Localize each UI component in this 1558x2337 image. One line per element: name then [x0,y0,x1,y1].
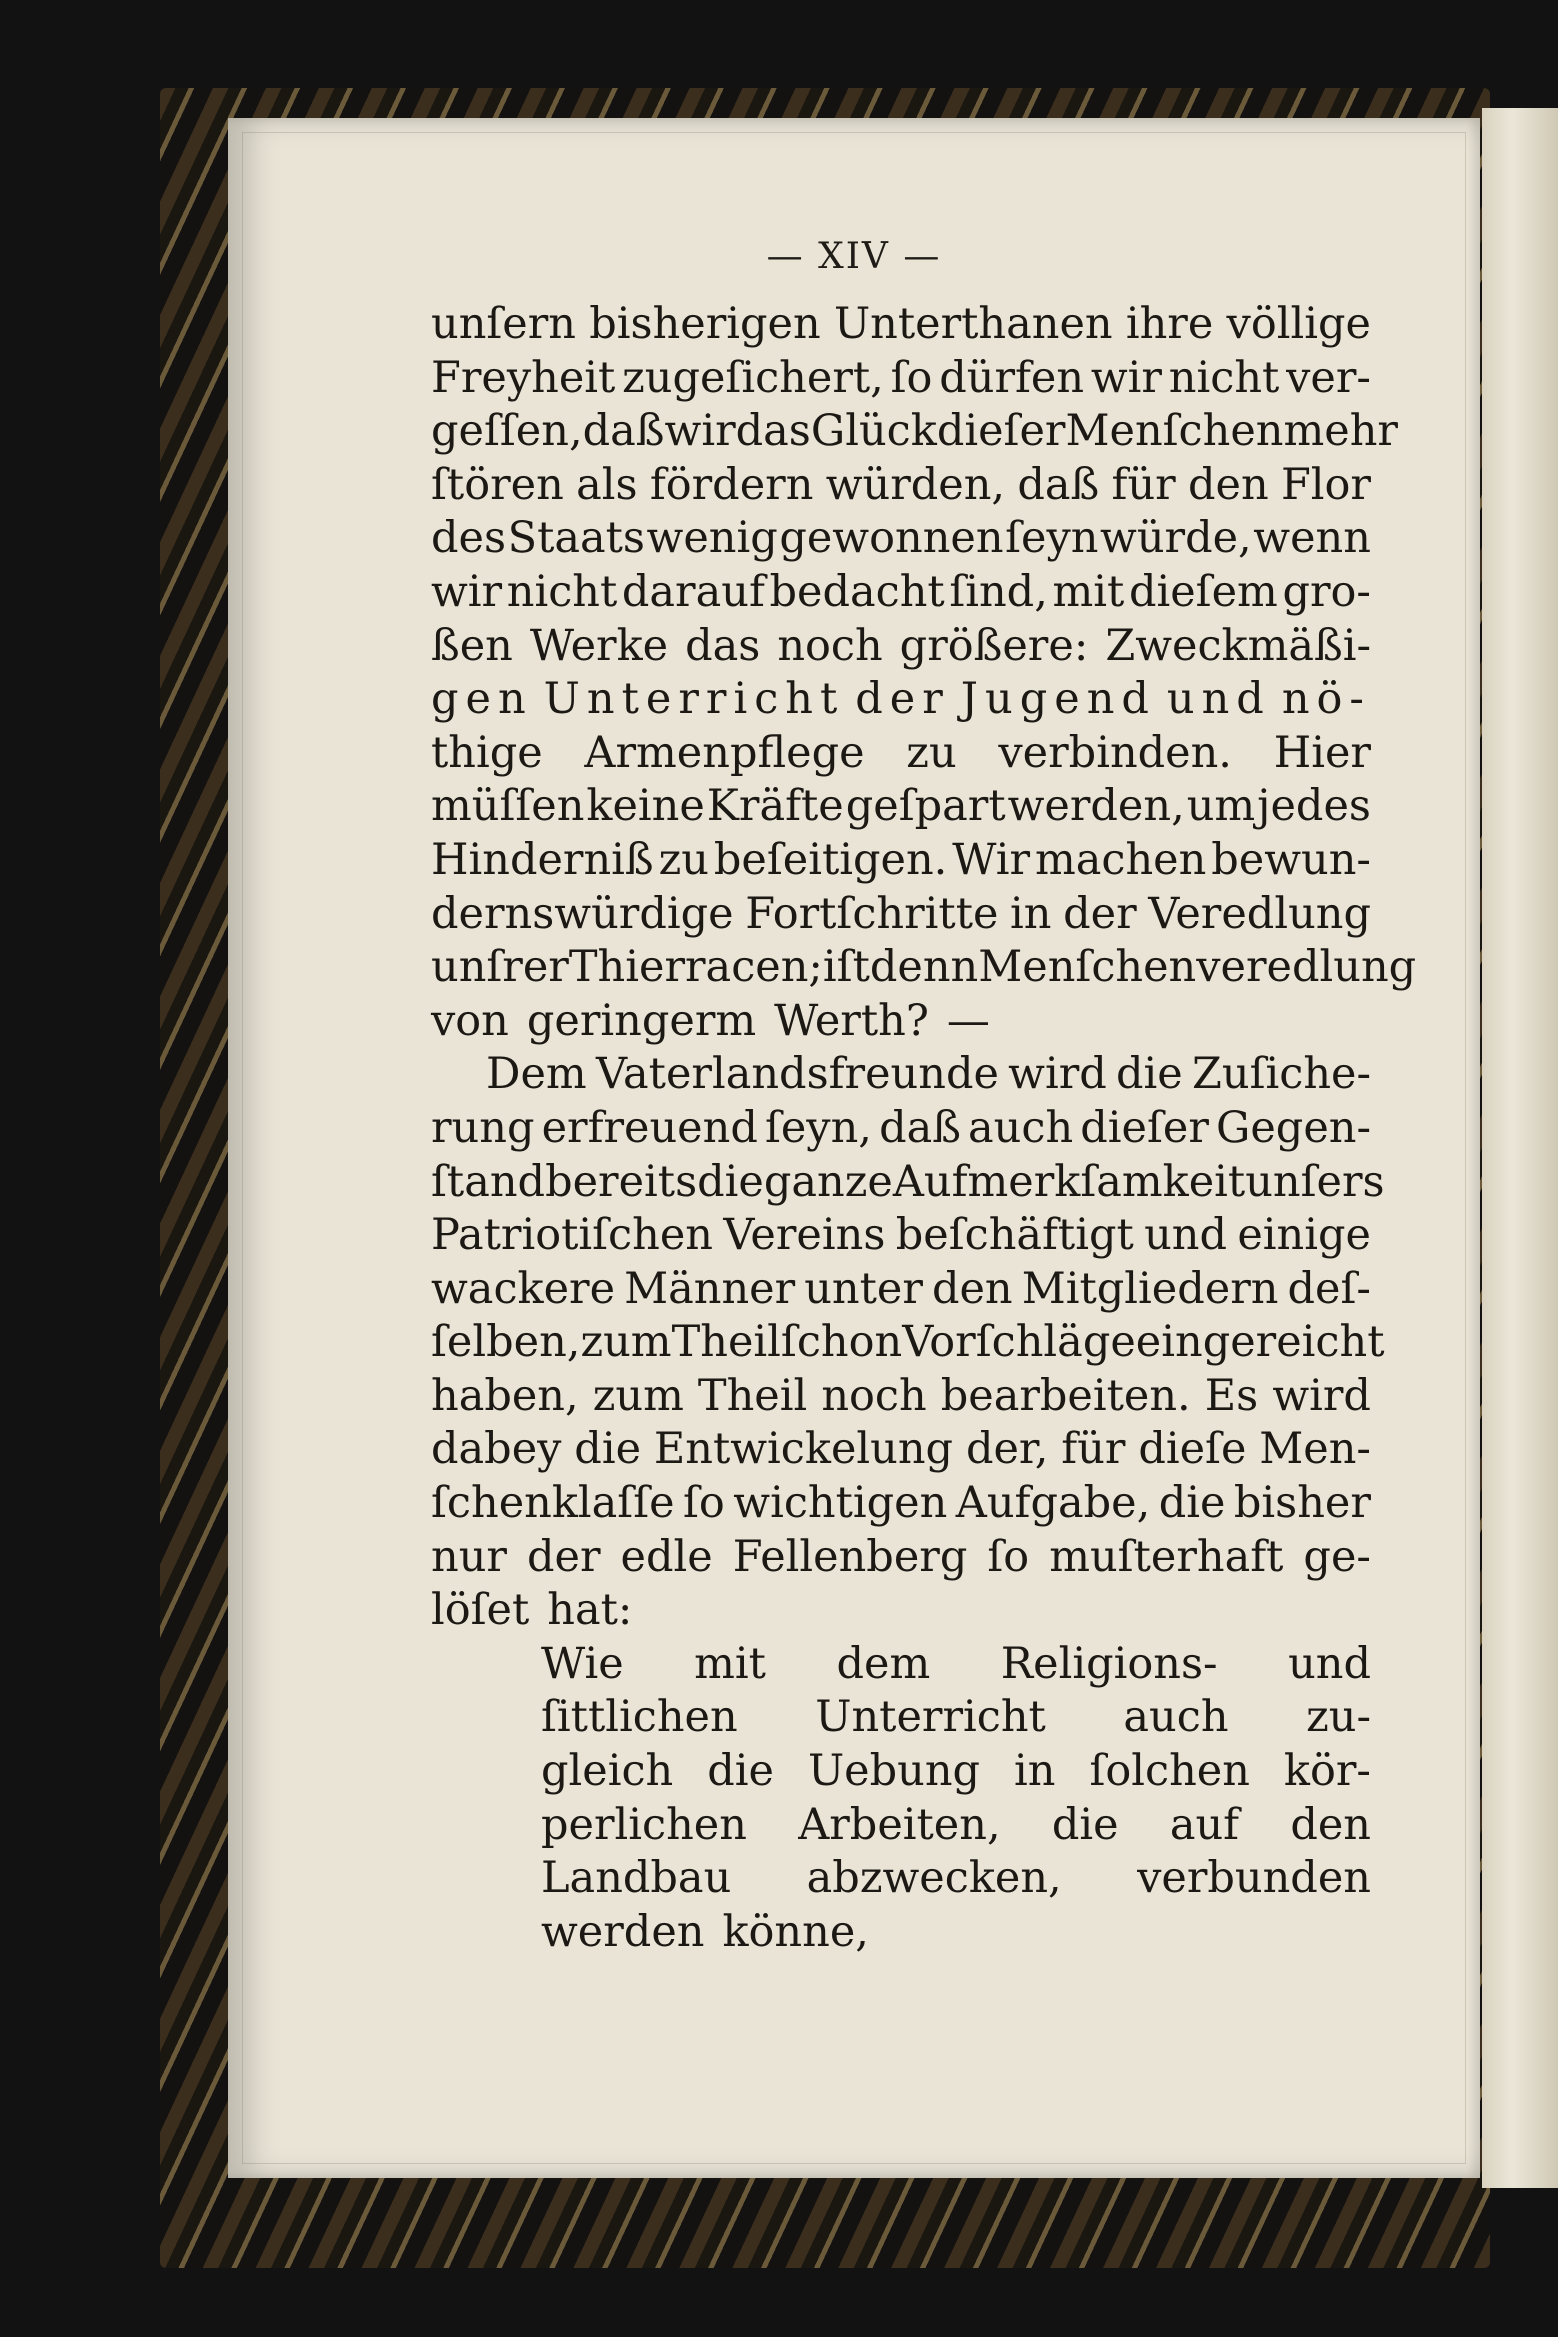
text-line: ſittlichen Unterricht auch zu- [541,1692,1371,1743]
facing-page-edge [1482,108,1558,2188]
text-line: geſſen, daß wir das Glück dieſer Menſchen mehr [431,406,1398,457]
book-page [228,118,1480,2178]
text-line: haben, zum Theil noch bearbeiten. Es wird [431,1370,1371,1421]
text-line: Hinderniß zu beſeitigen. Wir machen bewun- [431,834,1371,885]
text-line: Freyheit zugeſichert, ſo dürfen wir nicht ver- [431,352,1371,403]
text-line: Wie mit dem Religions- und [541,1638,1371,1689]
text-line: dabey die Entwickelung der, für dieſe Men- [431,1424,1371,1475]
text-line: wir nicht darauf bedacht ſind, mit dieſem gro- [431,566,1371,617]
text-line: gen Unterricht der Jugend und nö- [431,674,1371,725]
text-line: ßen Werke das noch größere: Zweckmäßi- [431,620,1371,671]
page-number: — XIV — [766,236,942,277]
text-line: des Staats wenig gewonnen ſeyn würde, wenn [431,513,1371,564]
text-line: wackere Männer unter den Mitgliedern deſ- [431,1263,1371,1314]
text-line: perlichen Arbeiten, die auf den [541,1799,1371,1850]
text-line: löſet hat: [431,1585,633,1636]
text-line: thige Armenpflege zu verbinden. Hier [431,727,1371,778]
text-line: Patriotiſchen Vereins beſchäftigt und einige [431,1210,1371,1261]
text-line: werden könne, [541,1906,869,1957]
text-line: rung erfreuend ſeyn, daß auch dieſer Gegen- [431,1102,1371,1153]
text-line: unſern bisherigen Unterthanen ihre völlige [431,299,1371,349]
text-line: unſrer Thierracen; iſt denn Menſchenveredlung [431,942,1417,993]
text-line: Dem Vaterlandsfreunde wird die Zuſiche- [486,1049,1371,1100]
text-line: ſtand bereits die ganze Aufmerkſamkeit unſers [431,1156,1385,1207]
text-line: ſchenklaſſe ſo wichtigen Aufgabe, die bisher [431,1478,1371,1529]
text-line: ſtören als fördern würden, daß für den Flor [431,459,1371,510]
text-line: von geringerm Werth? — [431,995,990,1046]
text-line: dernswürdige Fortſchritte in der Veredlung [431,888,1371,939]
text-line: müſſen keine Kräfte geſpart werden, um jedes [431,781,1371,832]
text-line: nur der edle Fellenberg ſo muſterhaft ge- [431,1531,1371,1582]
text-line: gleich die Uebung in ſolchen kör- [541,1746,1371,1797]
text-line: Landbau abzwecken, verbunden [541,1853,1371,1904]
text-line: ſelben, zum Theil ſchon Vorſchläge eingereicht [431,1317,1385,1368]
page-body [431,298,1417,1959]
